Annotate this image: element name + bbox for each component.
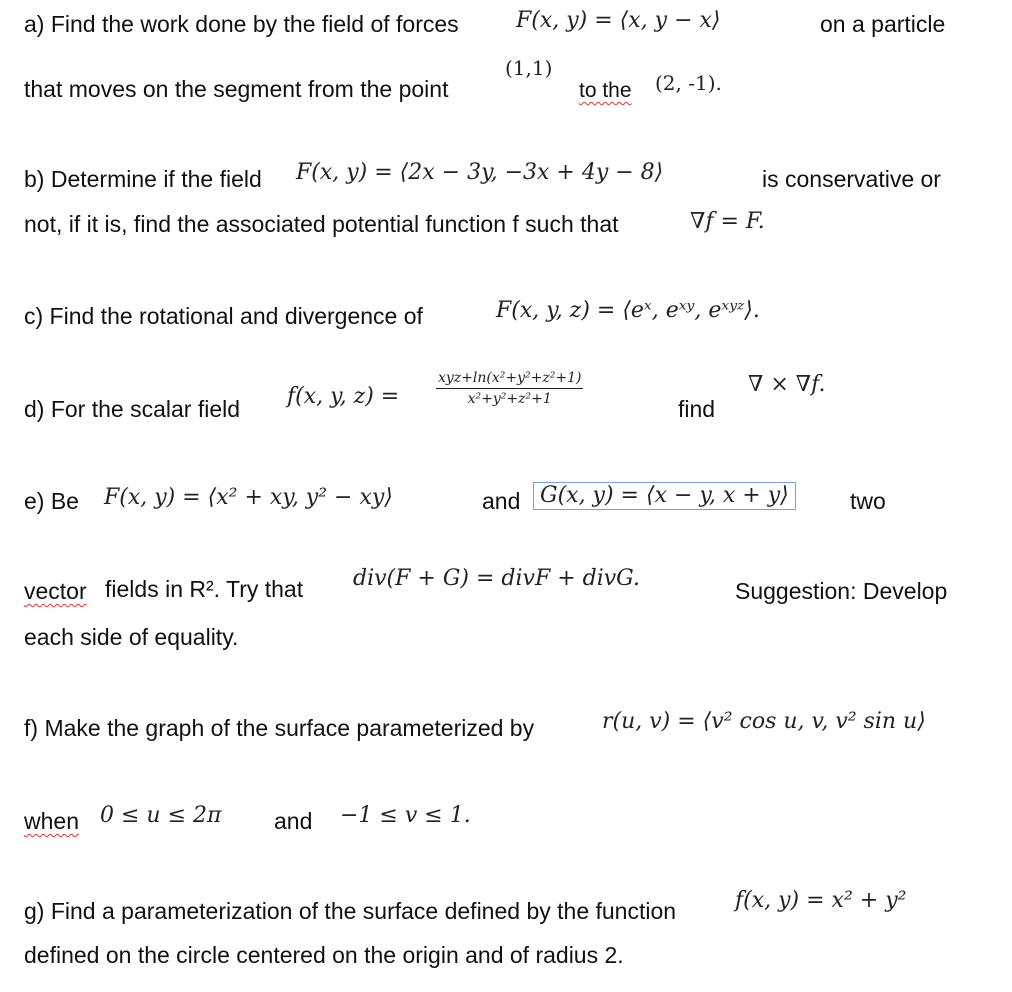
problem-e-be: e) Be: [24, 488, 79, 514]
problem-e-vector: vector: [24, 578, 87, 604]
problem-f-u-range: 0 ≤ u ≤ 2π: [100, 803, 222, 828]
problem-c-field-math: F(x, y, z) = ⟨eˣ, eˣʸ, eˣʸᶻ⟩.: [496, 298, 760, 323]
problem-g-text: g) Find a parameterization of the surface defined by the function: [24, 898, 677, 924]
problem-c-text: c) Find the rotational and divergence of: [24, 303, 423, 329]
problem-a-line2: that moves on the segment from the point: [24, 76, 449, 102]
problem-a-point1: (1,1): [505, 56, 553, 80]
problem-b-line1-end: is conservative or: [762, 166, 941, 192]
problem-a-line1: a) Find the work done by the field of forces: [24, 11, 459, 37]
problem-e-div-math: div(F + G) = divF + divG.: [353, 566, 640, 591]
problem-d-lhs-math: f(x, y, z) =: [287, 384, 400, 409]
problem-e-two: two: [850, 488, 886, 514]
problem-f-when: when: [24, 808, 79, 834]
problem-e-suggestion: Suggestion: Develop: [735, 578, 948, 604]
problem-b-line1: b) Determine if the field: [24, 166, 262, 192]
problem-e-G-math: G(x, y) = ⟨x − y, x + y⟩: [533, 482, 796, 510]
problem-a-point2: (2, -1).: [655, 71, 722, 95]
problem-g-line2: defined on the circle centered on the origin and of radius 2.: [24, 942, 624, 968]
problem-d-fraction: [436, 370, 583, 407]
problem-f-text: f) Make the graph of the surface parameterized by: [24, 715, 535, 741]
problem-e-F-math: F(x, y) = ⟨x² + xy, y² − xy⟩: [104, 485, 393, 510]
problem-d-curl-grad: ∇ × ∇f.: [748, 372, 826, 397]
problem-e-line3: each side of equality.: [24, 624, 239, 650]
problem-a-to-the: to the: [579, 79, 632, 102]
problem-d-text: d) For the scalar field: [24, 396, 241, 422]
problem-f-v-range: −1 ≤ v ≤ 1.: [340, 803, 471, 828]
problem-g-f-math: f(x, y) = x² + y²: [735, 888, 907, 913]
problem-d-fraction-numerator: xyz+ln(x²+y²+z²+1): [436, 370, 583, 389]
problem-b-field-math: F(x, y) = ⟨2x − 3y, −3x + 4y − 8⟩: [296, 160, 664, 185]
problem-d-fraction-denominator: x²+y²+z²+1: [467, 391, 552, 407]
problem-d-find: find: [678, 396, 716, 422]
problem-b-grad-math: ∇f = F.: [690, 209, 765, 234]
problem-b-line2: not, if it is, find the associated potential function f such that: [24, 211, 619, 237]
problem-f-r-math: r(u, v) = ⟨v² cos u, v, v² sin u⟩: [602, 709, 926, 734]
problem-f-and: and: [274, 808, 313, 834]
problem-a-field-math: F(x, y) = ⟨x, y − x⟩: [516, 8, 721, 33]
problem-a-line1-end: on a particle: [820, 11, 946, 37]
problem-e-fields-in: fields in R². Try that: [105, 576, 304, 602]
problem-e-and: and: [482, 488, 521, 514]
